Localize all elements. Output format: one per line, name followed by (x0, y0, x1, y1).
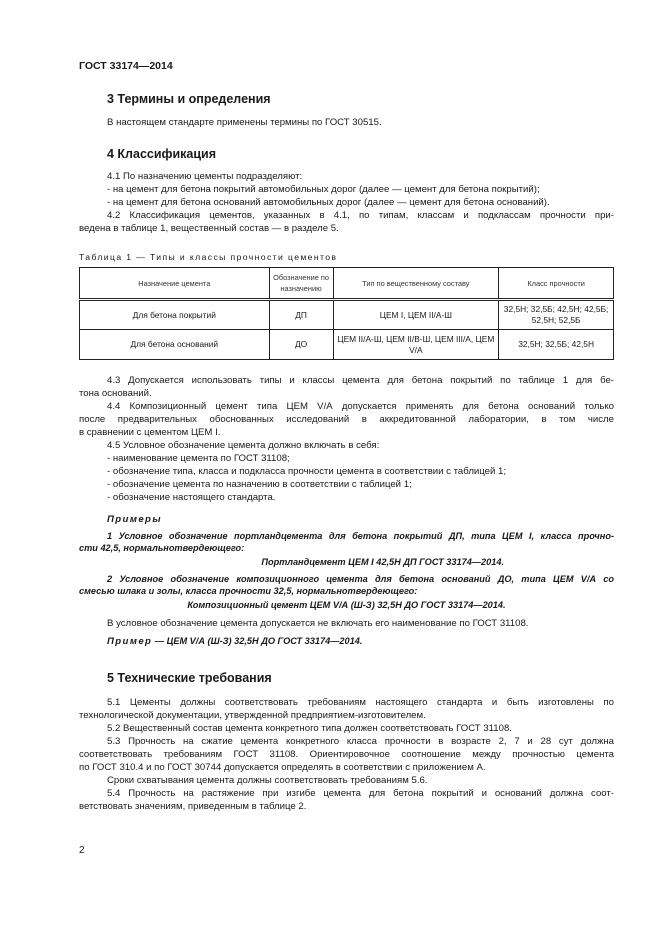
table-cell: ЦЕМ II/А-Ш, ЦЕМ II/В-Ш, ЦЕМ III/А, ЦЕМ V/А (333, 330, 499, 360)
table-1 (79, 267, 614, 360)
clause-5-3-line-1: 5.3 Прочность на сжатие цемента конкретного класса прочности в возрасте 2, 7 и 28 сут должна (107, 736, 614, 747)
clause-4-5: 4.5 Условное обозначение цемента должно включать в себя: (107, 440, 380, 451)
clause-4-1-item-2: - на цемент для бетона оснований автомобильных дорог (далее — цемент для бетона оснований). (107, 197, 550, 208)
example-3-label: Пример (107, 636, 153, 647)
section-4-heading: 4 Классификация (107, 147, 217, 161)
clause-5-3-line-3: по ГОСТ 310.4 и по ГОСТ 30744 допускается определять в соответствии с приложением А. (79, 762, 486, 773)
table-header-row (80, 268, 614, 300)
clause-5-4-line-1: 5.4 Прочность на растяжение при изгибе цемента для бетона покрытий и оснований должна соот- (107, 788, 614, 799)
table-cell: Для бетона оснований (80, 330, 270, 360)
section-3-paragraph: В настоящем стандарте применены термины по ГОСТ 30515. (107, 117, 382, 128)
table-cell: ДП (269, 300, 333, 330)
examples-label: Примеры (107, 514, 162, 525)
clause-5-2: 5.2 Вещественный состав цемента конкретного типа должен соответствовать ГОСТ 31108. (107, 723, 512, 734)
page-number: 2 (79, 845, 85, 856)
table-cell: 32,5Н; 32,5Б; 42,5Н; 42,5Б; 52,5Н; 52,5Б (499, 300, 614, 330)
example-2-line-1: 2 Условное обозначение композиционного цемента для бетона оснований ДО, типа ЦЕМ V/А со (107, 574, 614, 584)
clause-4-6: В условное обозначение цемента допускается не включать его наименование по ГОСТ 31108. (107, 618, 529, 629)
clause-4-1: 4.1 По назначению цементы подразделяют: (107, 171, 303, 182)
example-3-text: — ЦЕМ V/А (Ш-З) 32,5Н ДО ГОСТ 33174—2014. (152, 636, 363, 646)
clause-5-4-line-2: ветствовать значениям, приведенным в таблице 2. (79, 801, 307, 812)
section-5-heading: 5 Технические требования (107, 671, 272, 685)
table-cell: ДО (269, 330, 333, 360)
clause-4-4-line-3: в сравнении с цементом ЦЕМ I. (79, 427, 221, 438)
document-id-header: ГОСТ 33174—2014 (79, 60, 173, 72)
clause-4-4-line-2: после предварительных обоснованных исследований в аккредитованной лаборатории, в том числе (79, 414, 614, 425)
table-1-caption: Таблица 1 — Типы и классы прочности цементов (79, 252, 338, 262)
example-1-line-1: 1 Условное обозначение портландцемента для бетона покрытий ДП, типа ЦЕМ I, класса прочно- (107, 531, 614, 541)
table-header-cell: Класс прочности (499, 268, 614, 300)
example-2-designation: Композиционный цемент ЦЕМ V/А (Ш-З) 32,5Н ДО ГОСТ 33174—2014. (187, 600, 506, 610)
clause-5-3-line-4: Сроки схватывания цемента должны соответствовать требованиям 5.6. (107, 775, 428, 786)
table-row (80, 330, 614, 360)
clause-4-5-item-2: - обозначение типа, класса и подкласса прочности цемента в соответствии с таблицей 1; (107, 466, 507, 477)
clause-4-2-line-2: ведена в таблице 1, вещественный состав — в разделе 5. (79, 223, 339, 234)
example-1-designation: Портландцемент ЦЕМ I 42,5Н ДП ГОСТ 33174—2014. (261, 557, 504, 567)
example-3 (107, 635, 362, 648)
example-2-line-2: смесью шлака и золы, класса прочности 32,5, нормальнотвердеющего: (79, 586, 418, 596)
section-3-heading: 3 Термины и определения (107, 92, 271, 106)
clause-5-1-line-1: 5.1 Цементы должны соответствовать требованиям настоящего стандарта и быть изготовлены по (107, 697, 614, 708)
clause-5-3-line-2: соответствовать требованиям ГОСТ 31108. Ориентировочное соотношение между прочностью цемента (79, 749, 614, 760)
table-cell: ЦЕМ I, ЦЕМ II/А-Ш (333, 300, 499, 330)
clause-4-2-line-1: 4.2 Классификация цементов, указанных в 4.1, по типам, классам и подклассам прочности при- (107, 210, 614, 221)
table-header-cell: Обозначение по назначению (269, 268, 333, 300)
clause-4-5-item-3: - обозначение цемента по назначению в соответствии с таблицей 1; (107, 479, 412, 490)
clause-4-1-item-1: - на цемент для бетона покрытий автомобильных дорог (далее — цемент для бетона покрытий); (107, 184, 540, 195)
clause-4-3-line-1: 4.3 Допускается использовать типы и классы цемента для бетона покрытий по таблице 1 для бе- (107, 375, 614, 386)
table-header-cell: Тип по вещественному составу (333, 268, 499, 300)
table-header-cell: Назначение цемента (80, 268, 270, 300)
clause-4-5-item-1: - наименование цемента по ГОСТ 31108; (107, 453, 290, 464)
clause-4-4-line-1: 4.4 Композиционный цемент типа ЦЕМ V/А допускается применять для бетона оснований только (107, 401, 614, 412)
clause-5-1-line-2: технологической документации, утвержденной предприятием-изготовителем. (79, 710, 426, 721)
table-row (80, 300, 614, 330)
clause-4-5-item-4: - обозначение настоящего стандарта. (107, 492, 276, 503)
example-1-line-2: сти 42,5, нормальнотвердеющего: (79, 543, 245, 553)
table-cell: 32,5Н; 32,5Б; 42,5Н (499, 330, 614, 360)
table-cell: Для бетона покрытий (80, 300, 270, 330)
clause-4-3-line-2: тона оснований. (79, 388, 152, 399)
